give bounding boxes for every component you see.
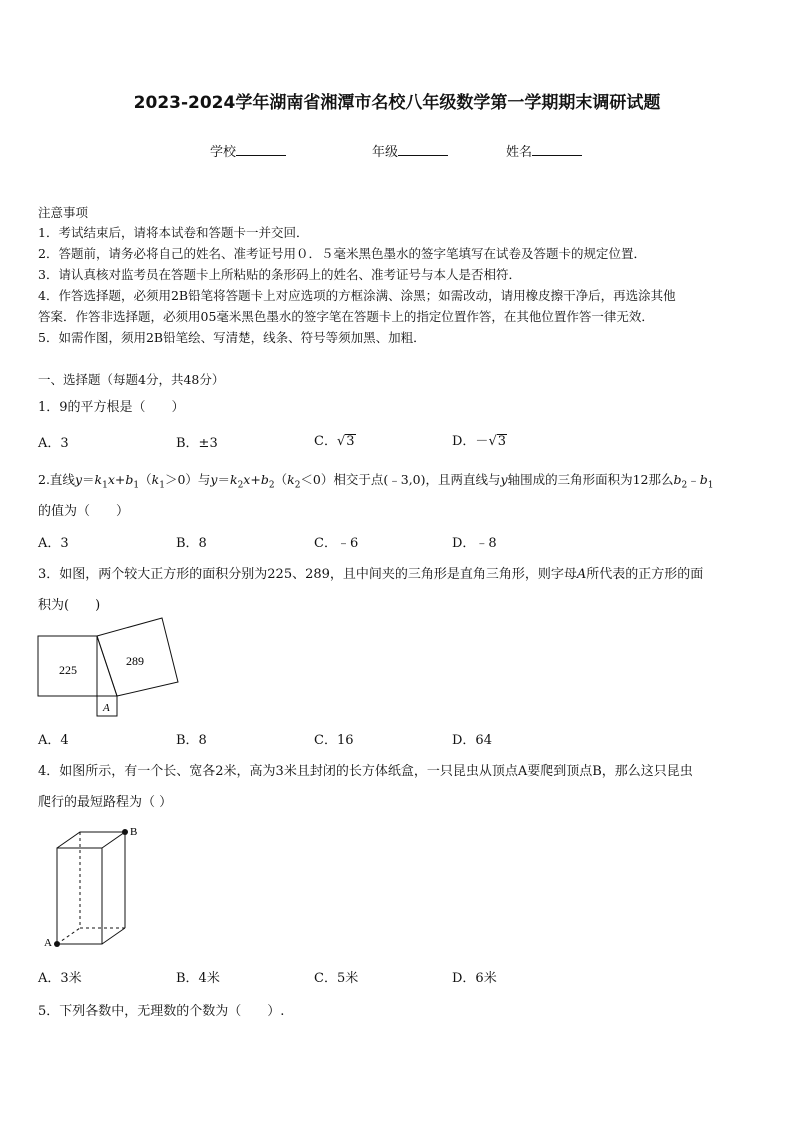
box-hidden-bottom-left — [57, 928, 80, 944]
q1-option-b: B．±3 — [176, 436, 218, 451]
q3-stem-line2: 积为( ) — [38, 598, 101, 613]
q4-option-a: A．3米 — [38, 971, 82, 986]
notes-heading: 注意事项 — [38, 205, 89, 220]
box-top-edges — [57, 832, 125, 848]
q2-var: k — [229, 472, 238, 487]
label-a: A — [103, 702, 110, 714]
q2-stem — [38, 470, 714, 491]
q2-sub: 2 — [681, 480, 688, 491]
q4-stem-line2: 爬行的最短路程为（ ） — [38, 795, 173, 810]
q3-option-c: C．16 — [314, 733, 354, 748]
school-field — [210, 141, 286, 160]
q2-sub: 2 — [237, 480, 244, 491]
q2-sub: 1 — [159, 480, 165, 491]
note-item: 3．请认真核对监考员在答题卡上所粘贴的条形码上的姓名、准考证号与本人是否相符． — [38, 267, 521, 282]
q5-stem: 5．下列各数中，无理数的个数为（ ）. — [38, 1004, 285, 1019]
q2-var: b — [125, 472, 134, 487]
q1-d-prefix: D．－ — [452, 434, 489, 449]
name-label: 姓名 — [506, 145, 533, 160]
q3-stem — [38, 563, 703, 582]
label-289: 289 — [126, 654, 144, 668]
q2-var: b — [699, 472, 708, 487]
q4-box-figure — [40, 822, 150, 954]
q2-var: x — [243, 472, 251, 487]
q2-stem-line2: 的值为（ ） — [38, 504, 130, 519]
school-label: 学校 — [210, 145, 237, 160]
label-point-a: A — [44, 937, 52, 949]
q2-var: b — [260, 472, 269, 487]
q2-text: + — [250, 472, 261, 487]
note-item: 1．考试结束后，请将本试卷和答题卡一并交回． — [38, 225, 309, 240]
note-item: 5．如需作图，须用2B铅笔绘、写清楚，线条、符号等须加黑、加粗． — [38, 330, 426, 345]
q1-c-radicand: 3 — [346, 434, 355, 449]
note-item: 4．作答选择题，必须用2B铅笔将答题卡上对应选项的方框涂满、涂黑；如需改动，请用橡皮擦干净后，再选涂其他 — [38, 288, 676, 303]
q2-sub: 2 — [268, 480, 275, 491]
q3-var: A — [576, 567, 587, 582]
q1-option-a: A．3 — [38, 436, 69, 451]
q2-var: y — [500, 472, 508, 487]
q3-option-a: A．4 — [38, 733, 69, 748]
q2-var: b — [673, 472, 682, 487]
note-item: 2．答题前，请务必将自己的姓名、准考证号用０．５毫米黑色墨水的签字笔填写在试卷及答题卡的规定位置． — [38, 246, 646, 261]
label-225: 225 — [59, 663, 77, 677]
q2-var: k — [151, 472, 160, 487]
grade-blank — [398, 143, 448, 156]
q2-text: ＝ — [217, 472, 230, 487]
q1-stem: 1．9的平方根是（ ） — [38, 400, 185, 415]
q2-text: ＜0）相交于点(﹣3,0)，且两直线与 — [300, 472, 501, 487]
point-a — [54, 941, 60, 947]
name-field — [506, 141, 582, 160]
q2-text: （ — [274, 472, 288, 487]
name-blank — [532, 143, 582, 156]
q3-option-d: D．64 — [452, 733, 492, 748]
q2-option-b: B．8 — [176, 536, 207, 551]
q1-option-c — [314, 430, 356, 449]
sqrt-sign-icon: √ — [488, 434, 497, 449]
box-bottom-right-edge — [102, 928, 125, 944]
q1-c-prefix: C． — [314, 434, 337, 449]
q2-option-c: C．﹣6 — [314, 536, 359, 551]
q2-text: ＝ — [82, 472, 95, 487]
right-triangle — [97, 636, 117, 696]
q2-text: 轴围成的三角形面积为12那么 — [507, 472, 674, 487]
q4-option-b: B．4米 — [176, 971, 220, 986]
q2-var: y — [210, 472, 218, 487]
q2-var: k — [94, 472, 103, 487]
q2-sub: 1 — [133, 480, 140, 491]
sqrt-sign-icon: √ — [336, 434, 346, 449]
q2-option-d: D．﹣8 — [452, 536, 497, 551]
q2-option-a: A．3 — [38, 536, 69, 551]
q3-text: 所代表的正方形的面 — [586, 567, 704, 582]
q2-text: ＞0）与 — [164, 472, 211, 487]
q2-var: y — [74, 472, 82, 487]
q1-option-d — [452, 430, 507, 449]
q2-text: 2.直线 — [38, 472, 75, 487]
q4-option-d: D．6米 — [452, 971, 497, 986]
grade-label: 年级 — [372, 145, 399, 160]
grade-field — [372, 141, 448, 160]
q3-figure — [30, 612, 190, 722]
point-b — [122, 829, 128, 835]
q2-sub: 1 — [102, 480, 108, 491]
q4-stem: 4．如图所示，有一个长、宽各2米，高为3米且封闭的长方体纸盒，一只昆虫从顶点A要爬到顶点B，那么这只昆虫 — [38, 764, 693, 779]
note-item: 答案．作答非选择题，必须用05毫米黑色墨水的签字笔在答题卡上的指定位置作答，在其他位置作答一律无效． — [38, 309, 654, 324]
q2-sub: 1 — [707, 480, 714, 491]
q3-text: 3．如图，两个较大正方形的面积分别为225、289，且中间夹的三角形是直角三角形，则字母 — [38, 567, 577, 582]
q2-text: （ — [139, 472, 152, 487]
school-blank — [236, 143, 286, 156]
section-heading: 一、选择题（每题4分，共48分） — [38, 372, 225, 387]
page-title: 2023-2024学年湖南省湘潭市名校八年级数学第一学期期末调研试题 — [133, 93, 661, 113]
q2-var: x — [107, 472, 115, 487]
label-point-b: B — [130, 826, 138, 838]
q3-option-b: B．8 — [176, 733, 207, 748]
q2-text: ﹣ — [687, 472, 700, 487]
q1-d-radicand: 3 — [497, 434, 507, 449]
q2-text: + — [114, 472, 126, 487]
q2-var: k — [287, 472, 295, 487]
q4-option-c: C．5米 — [314, 971, 359, 986]
q2-sub: 2 — [294, 480, 301, 491]
